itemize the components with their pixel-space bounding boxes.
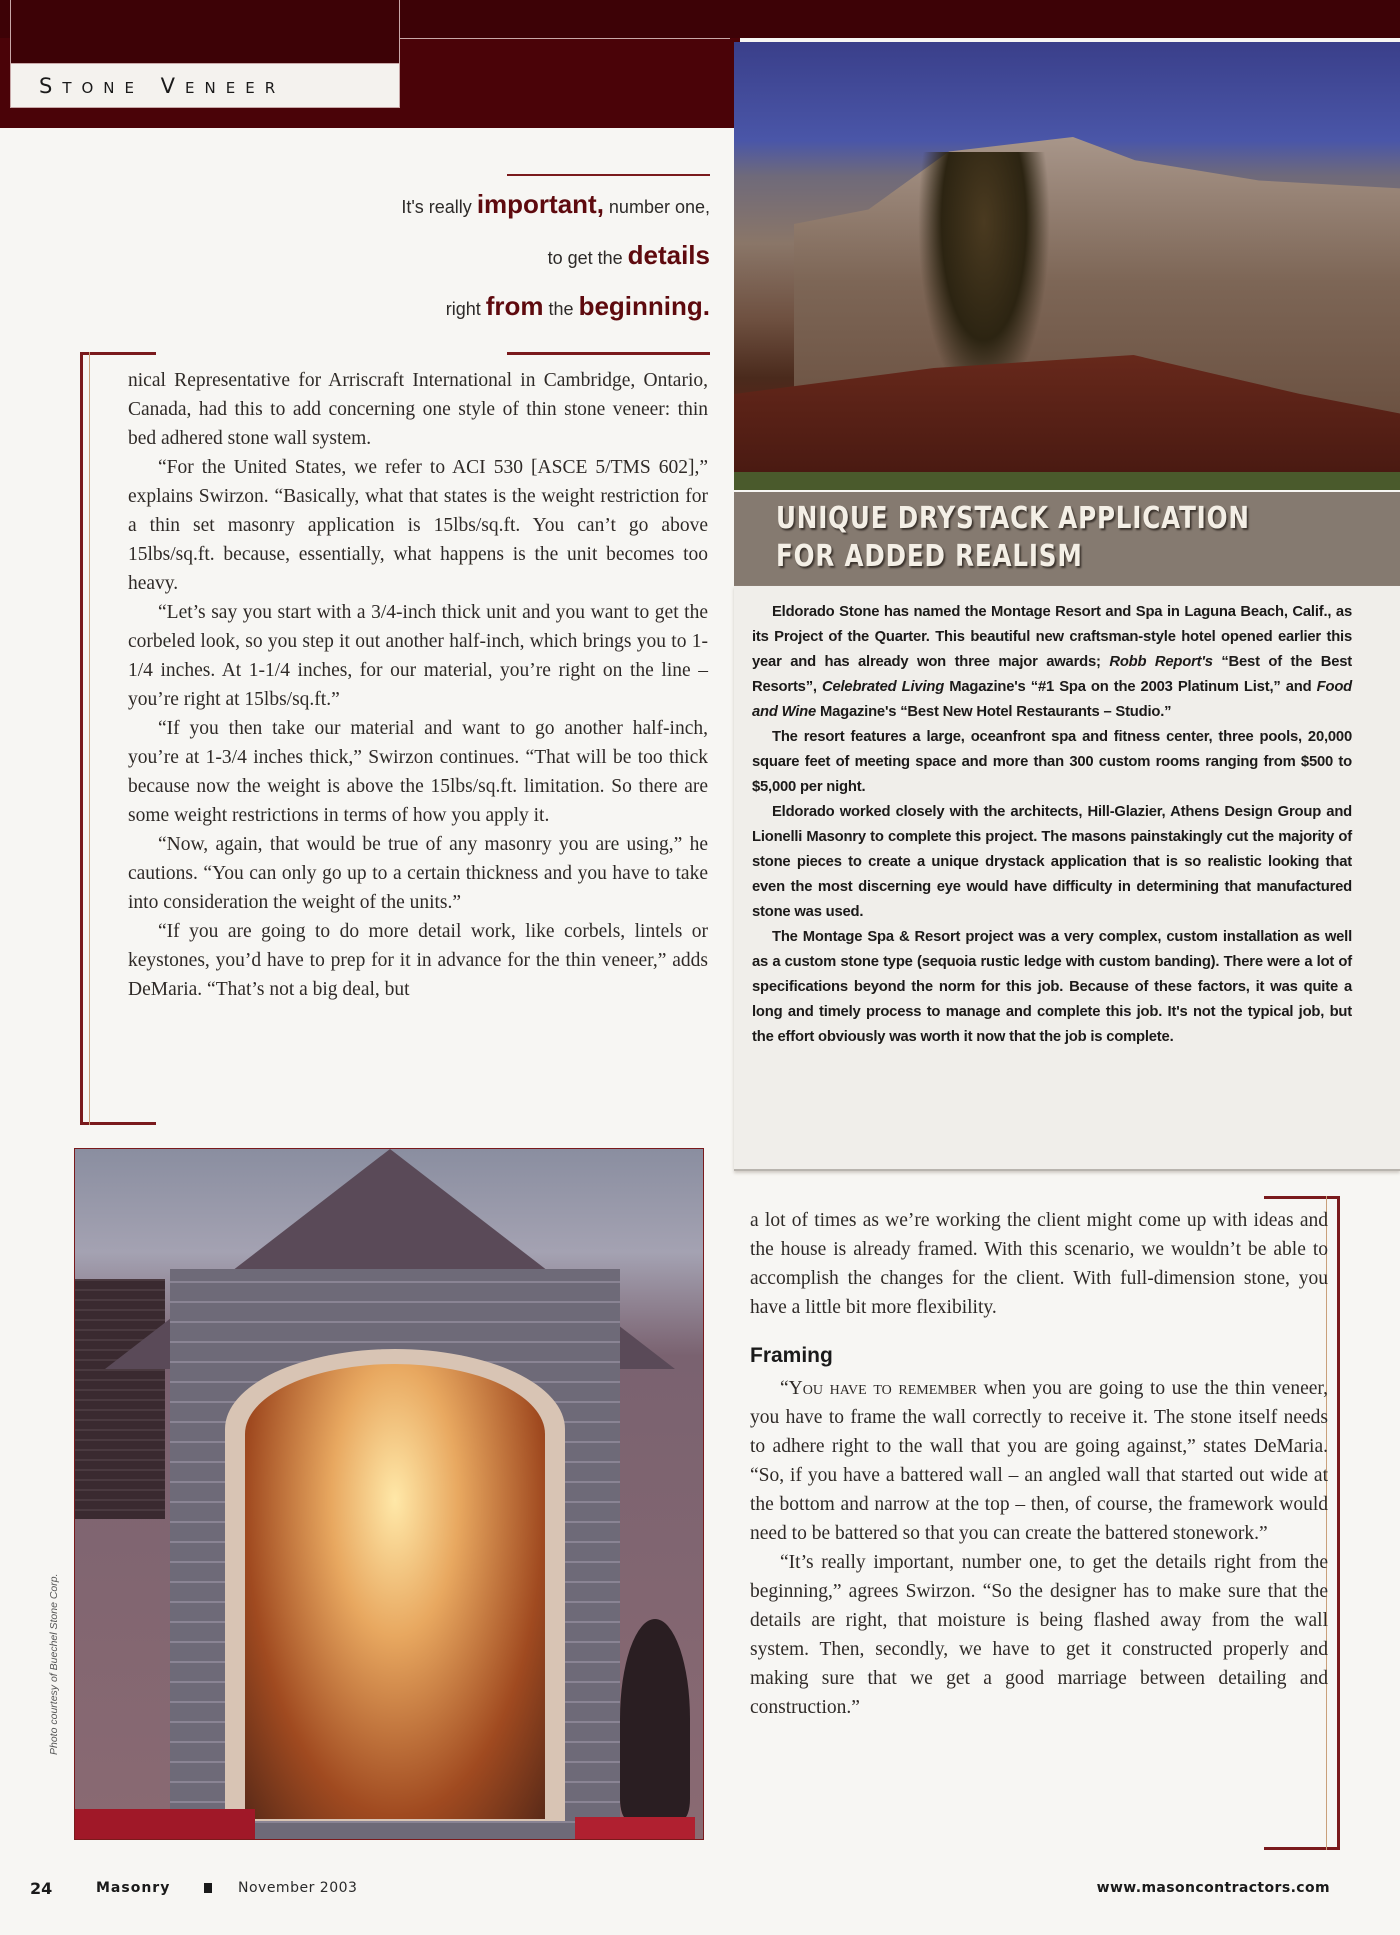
- resort-photo: [734, 42, 1400, 490]
- lead-in-smallcaps: “You have to remember: [780, 1378, 977, 1399]
- subhead-framing: Framing: [750, 1344, 833, 1367]
- sidebar-paragraph: The Montage Spa & Resort project was a very complex, custom installation as well as a custom stone type (sequoia rustic ledge with custom banding). There were a lot of specifications beyond the norm for this job. Because of these factors, it was quite a long and timely process to manage and complete this job. It's not the typical job, but the effort obviously was worth it now that the job is complete.: [752, 929, 1352, 1045]
- photo-credit: Photo courtesy of Buechel Stone Corp.: [48, 1573, 60, 1755]
- article-paragraph: “It’s really important, number one, to get the details right from the beginning,” agrees Swirzon. “So the designer has to make sure that the details are right, that moisture is being flashed away from the wall system. Then, secondly, we have to get it constructed properly and making sure that we get a good marriage between detailing and construction.”: [750, 1552, 1328, 1718]
- sidebar-title-band: [734, 492, 1400, 586]
- photo-credit-wrap: [48, 1455, 62, 1755]
- pullquote-line-2: to get the details: [547, 240, 710, 270]
- page-footer: [30, 1876, 1330, 1900]
- issue-date: November 2003: [238, 1880, 358, 1896]
- article-paragraph: “For the United States, we refer to ACI 530 [ASCE 5/TMS 602],” explains Swirzon. “Basically, what that states is the weight restriction for a thin set masonry application is 15lbs/sq.ft. You can’t go above 15lbs/sq.ft. because, essentially, what happens is the unit becomes too heavy.: [128, 457, 708, 594]
- header-inner-box: [10, 0, 400, 64]
- entryway-photo: [74, 1148, 704, 1840]
- article-paragraph: “Let’s say you start with a 3/4-inch thick unit and you want to get the corbeled look, so you step it out another half-inch, which brings you to 1-1/4 inches. At 1-1/4 inches, for our material, you’re right on the line – you’re right at 15lbs/sq.ft.”: [128, 602, 708, 710]
- sidebar-title-line-2: FOR ADDED REALISM: [776, 539, 1083, 574]
- right-article-column: [750, 1206, 1328, 1722]
- header-rule: [400, 38, 730, 39]
- section-label-text: Stone Veneer: [39, 73, 286, 98]
- sidebar-paragraph: Eldorado worked closely with the architects, Hill-Glazier, Athens Design Group and Lionelli Masonry to complete this project. The masons painstakingly cut the majority of stone pieces to create a unique drystack application that is so realistic looking that even the most discerning eye would have difficulty in determining that manufactured stone was used.: [752, 804, 1352, 920]
- left-article-column: [128, 366, 708, 1004]
- pullquote-line-1: It's really important, number one,: [401, 189, 710, 219]
- square-bullet-icon: [204, 1883, 212, 1893]
- photo-roof-shape: [75, 1279, 165, 1519]
- article-paragraph: “If you then take our material and want to go another half-inch, you’re at 1-3/4 inches thick,” Swirzon continues. “That will be too thick because now the weight is above the 15lbs/sq.ft. limitation. So there are some weight restrictions in terms of how you apply it.: [128, 718, 708, 826]
- page-number: 24: [30, 1878, 53, 1898]
- article-paragraph: “If you are going to do more detail work, like corbels, lintels or keystones, you’d have to prep for it in advance for the thin veneer,” adds DeMaria. “That’s not a big deal, but: [128, 921, 708, 1000]
- sidebar-paragraph: The resort features a large, oceanfront spa and fitness center, three pools, 20,000 square feet of meeting space and more than 300 custom rooms ranging from $500 to $5,000 per night.: [752, 729, 1352, 795]
- photo-flowers-left: [75, 1809, 255, 1840]
- website-link[interactable]: www.masoncontractors.com: [1096, 1880, 1330, 1896]
- left-column-top-rule: [507, 352, 710, 355]
- sidebar-title-line-1: UNIQUE DRYSTACK APPLICATION: [776, 501, 1250, 536]
- magazine-name: Masonry: [96, 1880, 171, 1896]
- pullquote-line-3: right from the beginning.: [445, 291, 710, 321]
- article-paragraph: “You have to remember when you are going to use the thin veneer, you have to frame the wall correctly to receive it. The stone itself needs to adhere right to the wall that you are going against,” states DeMaria. “So, if you have a battered wall – an angled wall that started out wide at the bottom and narrow at the top – then, of course, the framework would need to be battered so that you can create the battered stonework.”: [750, 1378, 1328, 1544]
- left-column-bracket-inner-line: [89, 352, 90, 1125]
- pullquote-rule: [507, 174, 710, 176]
- article-paragraph: “Now, again, that would be true of any masonry you are using,” he cautions. “You can only go up to a certain thickness and you have to take into consideration the weight of the units.”: [128, 834, 708, 913]
- pullquote: [401, 180, 710, 333]
- photo-flowers-right: [575, 1817, 695, 1840]
- photo-lawn-shape: [734, 472, 1400, 490]
- section-label: [10, 64, 400, 108]
- article-paragraph: a lot of times as we’re working the client might come up with ideas and the house is already framed. With this scenario, we wouldn’t be able to accomplish the changes for the client. With full-dimension stone, you have a little bit more flexibility.: [750, 1210, 1328, 1318]
- photo-shrub-shape: [620, 1619, 690, 1819]
- article-paragraph: nical Representative for Arriscraft International in Cambridge, Ontario, Canada, had this to add concerning one style of thin stone veneer: thin bed adhered stone wall system.: [128, 370, 708, 449]
- photo-door-shape: [245, 1364, 545, 1819]
- sidebar-text: [752, 600, 1352, 1050]
- sidebar-paragraph: Eldorado Stone has named the Montage Resort and Spa in Laguna Beach, Calif., as its Project of the Quarter. This beautiful new craftsman-style hotel opened earlier this year and has already won three major awards; Robb Report's “Best of the Best Resorts”, Celebrated Living Magazine's “#1 Spa on the 2003 Platinum List,” and Food and Wine Magazine's “Best New Hotel Restaurants – Studio.”: [752, 604, 1352, 720]
